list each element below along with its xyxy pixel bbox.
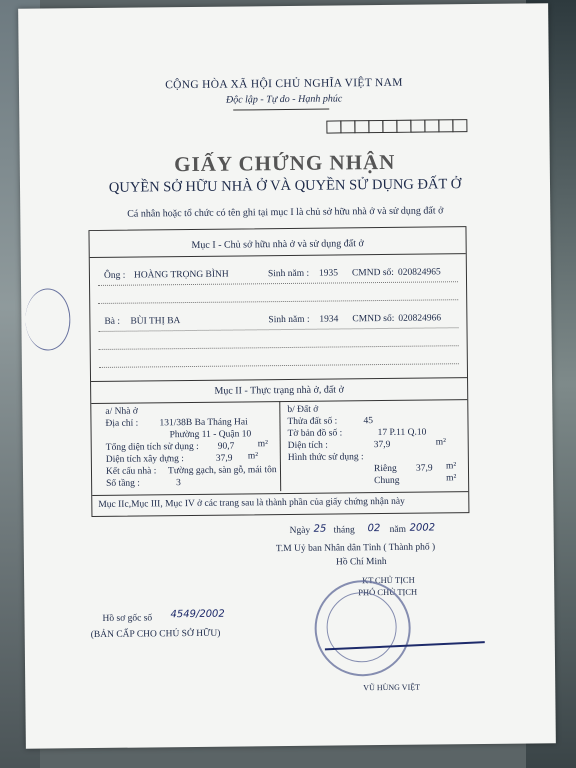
certificate-paper bbox=[18, 3, 556, 749]
date-day-label: Ngày bbox=[289, 525, 311, 536]
private-unit: m² bbox=[445, 461, 457, 472]
land-area-label: Diện tích : bbox=[287, 440, 328, 451]
country-header: CỘNG HÒA XÃ HỘI CHỦ NGHĨA VIỆT NAM bbox=[165, 76, 403, 92]
copy-note: (BẢN CẤP CHO CHỦ SỞ HỮU) bbox=[90, 628, 221, 641]
section2-heading: Mục II - Thực trạng nhà ở, đất ở bbox=[214, 384, 344, 397]
owner1-id-label: CMND số: bbox=[351, 267, 394, 279]
owner2-name: BÙI THỊ BA bbox=[130, 316, 181, 327]
map-label: Tờ bản đồ số : bbox=[287, 428, 343, 439]
use-label: Hình thức sử dụng : bbox=[287, 452, 364, 463]
private-value: 37,9 bbox=[415, 463, 433, 474]
structure-value: Tường gạch, sàn gỗ, mái tôn bbox=[167, 465, 277, 477]
map-value: 17 P.11 Q.10 bbox=[377, 427, 427, 439]
build-area-label: Diện tích xây dựng : bbox=[105, 454, 184, 465]
signer-name: VŨ HÙNG VIỆT bbox=[363, 682, 421, 693]
motto: Độc lập - Tự do - Hạnh phúc bbox=[225, 93, 343, 106]
owner2-birth-label: Sinh năm : bbox=[268, 314, 310, 326]
column-divider bbox=[279, 401, 281, 491]
authority-role1: KT.CHỦ TỊCH bbox=[362, 574, 415, 586]
date-year: 2002 bbox=[409, 522, 436, 534]
serial-boxes bbox=[327, 119, 467, 133]
address-label: Địa chỉ : bbox=[105, 418, 139, 429]
owner1-birth: 1935 bbox=[318, 268, 338, 279]
document-title: GIẤY CHỨNG NHẬN bbox=[174, 149, 396, 177]
address-line2: Phường 11 - Quận 10 bbox=[169, 429, 252, 441]
intro-text: Cá nhân hoặc tổ chức có tên ghi tại mục I là chủ sở hữu nhà ở và sử dụng đất ở bbox=[127, 205, 444, 220]
authority-line2: Hồ Chí Minh bbox=[335, 556, 387, 568]
date-month-label: tháng bbox=[333, 525, 355, 536]
motto-underline bbox=[233, 109, 329, 111]
shared-label: Chung bbox=[374, 475, 400, 487]
private-label: Riêng bbox=[373, 463, 397, 475]
build-area-value: 37,9 bbox=[215, 453, 233, 464]
date-month: 02 bbox=[367, 523, 381, 535]
date-day: 25 bbox=[313, 523, 327, 535]
details-table bbox=[88, 226, 469, 517]
floors-value: 3 bbox=[176, 478, 181, 489]
date-year-label: năm bbox=[389, 524, 407, 535]
owner2-prefix: Bà : bbox=[104, 316, 121, 327]
land-label: b/ Đất ở bbox=[287, 404, 319, 415]
owner1-name: HOÀNG TRỌNG BÌNH bbox=[133, 269, 229, 281]
owner2-id-label: CMND số: bbox=[352, 313, 395, 325]
owner1-id: 020824965 bbox=[397, 267, 441, 278]
authority-line1: T.M Uỷ ban Nhân dân Tỉnh ( Thành phố ) bbox=[275, 542, 436, 555]
document-subtitle: QUYỀN SỞ HỮU NHÀ Ở VÀ QUYỀN SỬ DỤNG ĐẤT Ở bbox=[108, 176, 462, 196]
plot-value: 45 bbox=[363, 416, 374, 427]
record-number: 4549/2002 bbox=[170, 608, 225, 621]
address-line1: 131/38B Ba Tháng Hai bbox=[159, 417, 248, 429]
land-area-value: 37,9 bbox=[373, 439, 391, 451]
total-area-value: 90,7 bbox=[217, 441, 235, 452]
plot-label: Thửa đất số : bbox=[287, 416, 338, 427]
owner1-prefix: Ông : bbox=[103, 270, 126, 281]
total-area-label: Tổng diện tích sử dụng : bbox=[105, 441, 199, 453]
official-seal bbox=[314, 580, 411, 677]
total-area-unit: m² bbox=[257, 439, 269, 450]
footer-row-text: Mục IIc,Mục III, Mục IV ở các trang sau là thành phần của giấy chứng nhận này bbox=[98, 496, 405, 510]
owner1-birth-label: Sinh năm : bbox=[267, 268, 310, 280]
record-label: Hồ sơ gốc số bbox=[102, 613, 153, 624]
land-area-unit: m² bbox=[435, 437, 447, 448]
section1-heading: Mục I - Chủ sở hữu nhà ở và sử dụng đất ở bbox=[191, 238, 364, 251]
owner2-birth: 1934 bbox=[319, 314, 339, 325]
build-area-unit: m² bbox=[247, 451, 259, 462]
shared-unit: m² bbox=[446, 473, 457, 484]
owner2-id: 020824966 bbox=[398, 313, 442, 324]
partial-seal-left bbox=[25, 288, 71, 350]
authority-role2: PHÓ CHỦ TỊCH bbox=[358, 586, 418, 598]
house-label: a/ Nhà ở bbox=[105, 406, 138, 417]
structure-label: Kết cấu nhà : bbox=[105, 466, 157, 477]
floors-label: Số tầng : bbox=[106, 478, 140, 489]
